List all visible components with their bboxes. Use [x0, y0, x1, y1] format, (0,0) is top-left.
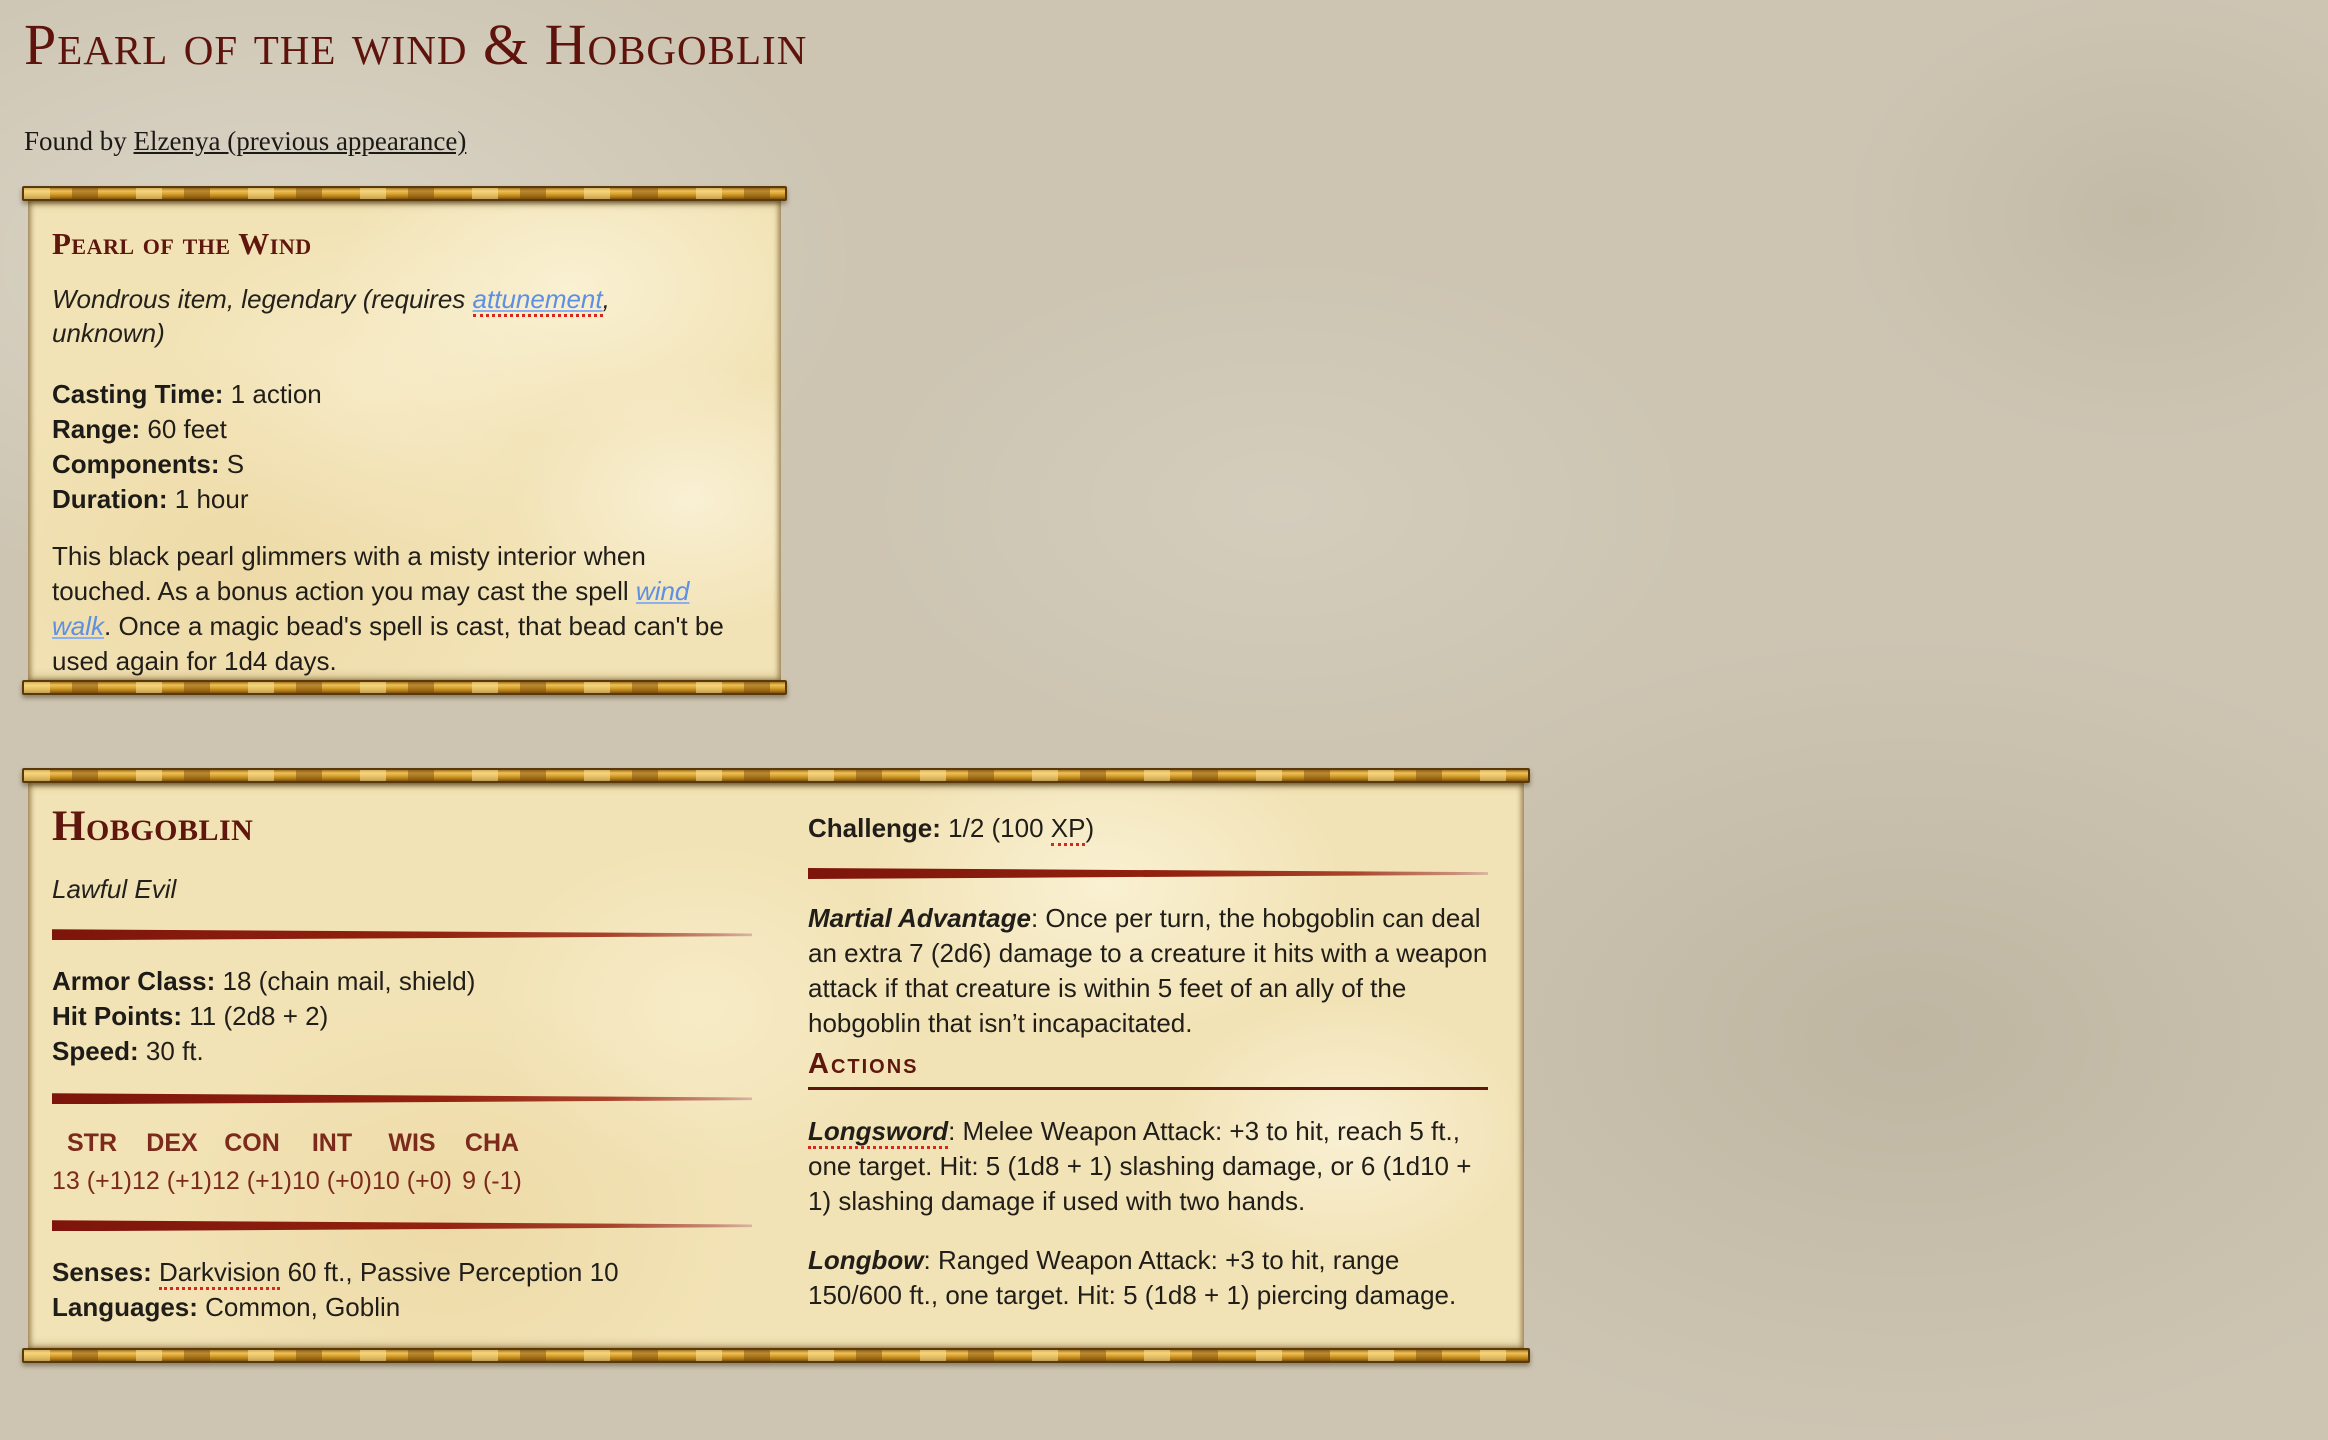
hobgoblin-card-body [28, 783, 1524, 1348]
stat-divider [52, 1093, 752, 1104]
ability-dex [132, 1128, 212, 1196]
page-title: Pearl of the wind & Hobgoblin [24, 12, 808, 77]
alignment-text: Lawful Evil [52, 874, 177, 905]
senses-value: 60 ft., Passive Perception 10 [280, 1257, 619, 1288]
pearl-card [22, 186, 787, 695]
hobgoblin-title: Hobgoblin [52, 803, 254, 850]
components-value: S [226, 448, 245, 479]
pearl-card-body [28, 201, 781, 680]
senses-label: Senses: [52, 1257, 152, 1288]
ability-name: CHA [464, 1129, 520, 1158]
duration-label: Duration: [52, 483, 168, 514]
languages-label: Languages: [52, 1292, 198, 1323]
senses-row [52, 1255, 752, 1290]
longsword-tooltip[interactable]: Longsword [808, 1116, 948, 1149]
trait-name: Martial Advantage [808, 903, 1031, 933]
hobgoblin-card [22, 768, 1530, 1363]
attunement-link[interactable]: attunement [473, 284, 603, 317]
ability-int [292, 1128, 372, 1196]
challenge-value-end: ) [1085, 813, 1095, 843]
wind-walk-link[interactable]: wind walk [52, 575, 690, 641]
speed-value: 30 ft. [145, 1036, 204, 1067]
ability-wis [372, 1128, 452, 1196]
ability-score-table [52, 1128, 532, 1196]
armor-class-row [52, 964, 752, 999]
statblock-left-column [52, 803, 752, 1348]
pearl-description [52, 539, 725, 679]
languages-row [52, 1290, 752, 1325]
components-label: Components: [52, 448, 220, 479]
stat-divider [808, 868, 1488, 879]
speed-label: Speed: [52, 1036, 139, 1067]
hit-points-value: 11 (2d8 + 2) [189, 1001, 329, 1032]
stat-divider [52, 1220, 752, 1231]
trait-text: : Once per turn, the hobgoblin can deal an extra 7 (2d6) damage to a creature it hits with a weapon attack if that creature is within 5 feet of an ally of the hobgoblin that isn’t incapacitated. [808, 903, 1488, 1038]
range-label: Range: [52, 413, 141, 444]
speed-row [52, 1034, 752, 1069]
senses-languages [52, 1255, 752, 1325]
xp-tooltip[interactable]: XP [1051, 813, 1086, 846]
core-stats [52, 964, 752, 1069]
challenge-row [808, 811, 1488, 846]
actions-heading: Actions [808, 1049, 1488, 1090]
ability-name: INT [311, 1129, 353, 1158]
hit-points-row [52, 999, 752, 1034]
casting-time-value: 1 action [230, 378, 322, 409]
armor-class-label: Armor Class: [52, 966, 216, 997]
ability-name: STR [67, 1129, 117, 1158]
found-by-link[interactable]: Elzenya (previous appearance) [133, 126, 467, 156]
description-post: . Once a magic bead's spell is cast, that bead can't be used again for 1d4 days. [52, 610, 724, 676]
ability-name: WIS [388, 1129, 436, 1158]
ability-cha [452, 1128, 532, 1196]
spell-properties [52, 377, 725, 517]
ability-str [52, 1128, 132, 1196]
ability-name: DEX [146, 1129, 198, 1158]
scroll-bar-bottom [22, 1348, 1530, 1363]
found-by-text [24, 126, 466, 157]
action-text: : Ranged Weapon Attack: +3 to hit, range 150/600 ft., one target. Hit: 5 (1d8 + 1) piercing damage. [808, 1244, 1457, 1310]
components-row [52, 447, 725, 482]
description-pre: This black pearl glimmers with a misty interior when touched. As a bonus action you may cast the spell [52, 540, 646, 606]
casting-time-row [52, 377, 725, 412]
ability-score: 10 (+0) [372, 1167, 452, 1196]
challenge-value: 1/2 (100 [940, 813, 1051, 843]
darkvision-tooltip[interactable]: Darkvision [159, 1257, 280, 1290]
duration-value: 1 hour [174, 483, 249, 514]
trait-martial-advantage [808, 901, 1488, 1041]
action-longsword [808, 1114, 1488, 1219]
ability-score: 12 (+1) [132, 1167, 212, 1196]
meta-post: , unknown) [52, 284, 610, 348]
found-by-prefix: Found by [24, 126, 134, 156]
scroll-bar-top [22, 186, 787, 201]
stat-divider [52, 929, 752, 940]
ability-score: 12 (+1) [212, 1167, 292, 1196]
ability-score: 10 (+0) [292, 1167, 372, 1196]
challenge-label: Challenge: [808, 813, 941, 843]
statblock-right-column [808, 803, 1488, 1348]
languages-value: Common, Goblin [205, 1292, 401, 1323]
action-text: : Melee Weapon Attack: +3 to hit, reach 5 ft., one target. Hit: 5 (1d8 + 1) slashing damage, or 6 (1d10 + 1) slashing damage if used with two hands. [808, 1115, 1472, 1216]
ability-name: CON [224, 1129, 280, 1158]
hit-points-label: Hit Points: [52, 1001, 182, 1032]
ability-con [212, 1128, 292, 1196]
ability-score: 13 (+1) [52, 1167, 132, 1196]
scroll-bar-bottom [22, 680, 787, 695]
meta-pre: Wondrous item, legendary (requires [52, 284, 473, 315]
pearl-card-title: Pearl of the Wind [52, 226, 312, 261]
action-longbow [808, 1243, 1488, 1313]
range-value: 60 feet [147, 413, 227, 444]
pearl-card-meta [52, 283, 725, 351]
range-row [52, 412, 725, 447]
longbow-name: Longbow [808, 1244, 924, 1275]
armor-class-value: 18 (chain mail, shield) [222, 966, 476, 997]
duration-row [52, 482, 725, 517]
scroll-bar-top [22, 768, 1530, 783]
casting-time-label: Casting Time: [52, 378, 224, 409]
ability-score: 9 (-1) [462, 1167, 522, 1196]
